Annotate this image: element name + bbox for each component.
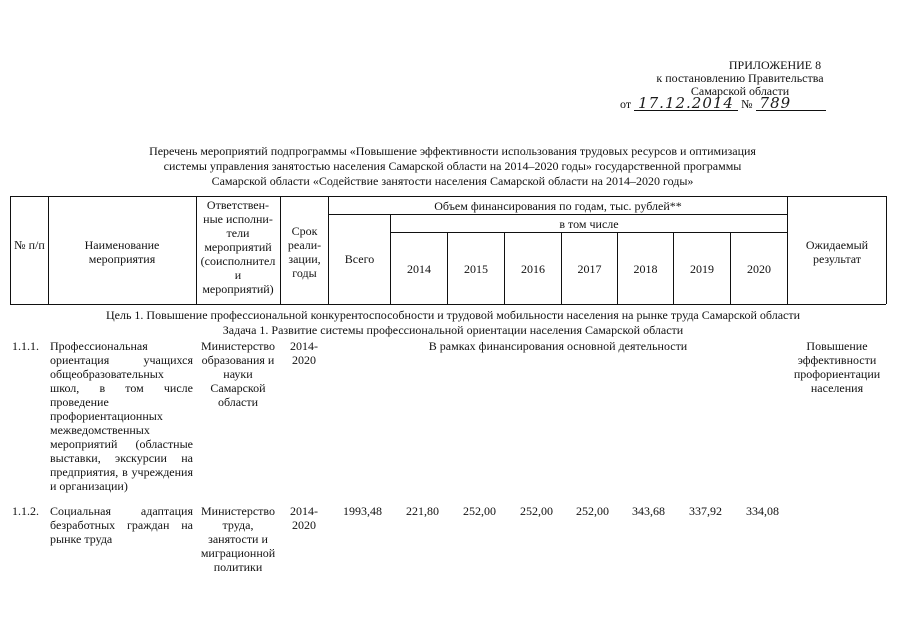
handwritten-number: 789: [756, 97, 826, 111]
header-year-2016: 2016: [521, 262, 545, 276]
header-name: Наименование мероприятия: [84, 238, 160, 266]
row-value-2014: 221,80: [406, 504, 439, 518]
funding-header-divider: [328, 214, 787, 215]
header-term: Срок реали-зации, годы: [287, 224, 322, 280]
row-funding-note: В рамках финансирования основной деятельности: [428, 339, 688, 353]
appendix-resolution-line: к постановлению Правительства: [656, 71, 824, 85]
header-total: Всего: [344, 252, 375, 266]
header-including: в том числе: [559, 217, 619, 231]
header-year-2018: 2018: [633, 262, 658, 276]
table-border-top: [10, 196, 886, 197]
row-responsible: Министерство образования и науки Самарской области: [201, 339, 275, 409]
from-label: от: [620, 97, 632, 111]
row-value-2015: 252,00: [463, 504, 496, 518]
header-funding: Объем финансирования по годам, тыс. рублей**: [434, 199, 682, 213]
document-title-line-1: Перечень мероприятий подпрограммы «Повышение эффективности использования трудовых ресурсов и оптимизация: [149, 144, 756, 158]
row-value-2016: 252,00: [520, 504, 553, 518]
appendix-title: ПРИЛОЖЕНИЕ 8: [728, 58, 822, 72]
document-title: [60, 144, 845, 189]
row-term: 2014-2020: [290, 339, 318, 367]
col-line-2: [196, 196, 197, 304]
row-value-2020: 334,08: [746, 504, 779, 518]
task-line: Задача 1. Развитие системы профессиональной ориентации населения Самарской области: [222, 323, 684, 337]
row-value-2018: 343,68: [632, 504, 665, 518]
including-header-divider: [390, 232, 787, 233]
col-line-13: [886, 196, 887, 304]
header-number: № п/п: [14, 238, 45, 252]
header-result: Ожидаемый результат: [805, 238, 869, 266]
header-year-2014: 2014: [407, 262, 431, 276]
header-responsible: Ответствен-ные исполни-тели мероприятий (соисполнители мероприятий): [200, 198, 276, 296]
row-name: Профессиональная ориентация учащихся общеобразовательных школ, в том числе проведение профориентационных межведомственных мероприятий (областные выставки, экскурсии на предприятия, в учреждения и организации): [50, 339, 193, 493]
document-title-line-3: Самарской области «Содействие занятости населения Самарской области на 2014–2020 годы»: [211, 174, 694, 188]
header-year-2017: 2017: [577, 262, 602, 276]
number-label: №: [741, 97, 753, 111]
appendix-date-number-line: [620, 94, 880, 112]
row-number: 1.1.2.: [12, 504, 39, 518]
row-value-2019: 337,92: [689, 504, 722, 518]
row-name: Социальная адаптация безработных граждан на рынке труда: [50, 504, 193, 546]
row-value-2017: 252,00: [576, 504, 609, 518]
row-total: 1993,48: [343, 504, 382, 518]
header-year-2020: 2020: [747, 262, 771, 276]
header-year-2015: 2015: [464, 262, 488, 276]
document-title-line-2: системы управления занятостью населения Самарской области на 2014–2020 годы» государственной программы: [163, 159, 742, 173]
row-term: 2014-2020: [290, 504, 318, 532]
col-line-1: [48, 196, 49, 304]
handwritten-date: 17.12.2014: [634, 97, 738, 111]
row-responsible: Министерство труда, занятости и миграционной политики: [200, 504, 276, 574]
table-header-bottom: [10, 304, 886, 305]
row-result: Повышение эффективности профориентации населения: [793, 339, 881, 395]
header-year-2019: 2019: [690, 262, 714, 276]
goal-line: Цель 1. Повышение профессиональной конкурентоспособности и трудовой мобильности населения на рынке труда Самарской области: [105, 308, 801, 322]
row-number: 1.1.1.: [12, 339, 39, 353]
appendix-region-line: Самарской области: [690, 84, 790, 98]
